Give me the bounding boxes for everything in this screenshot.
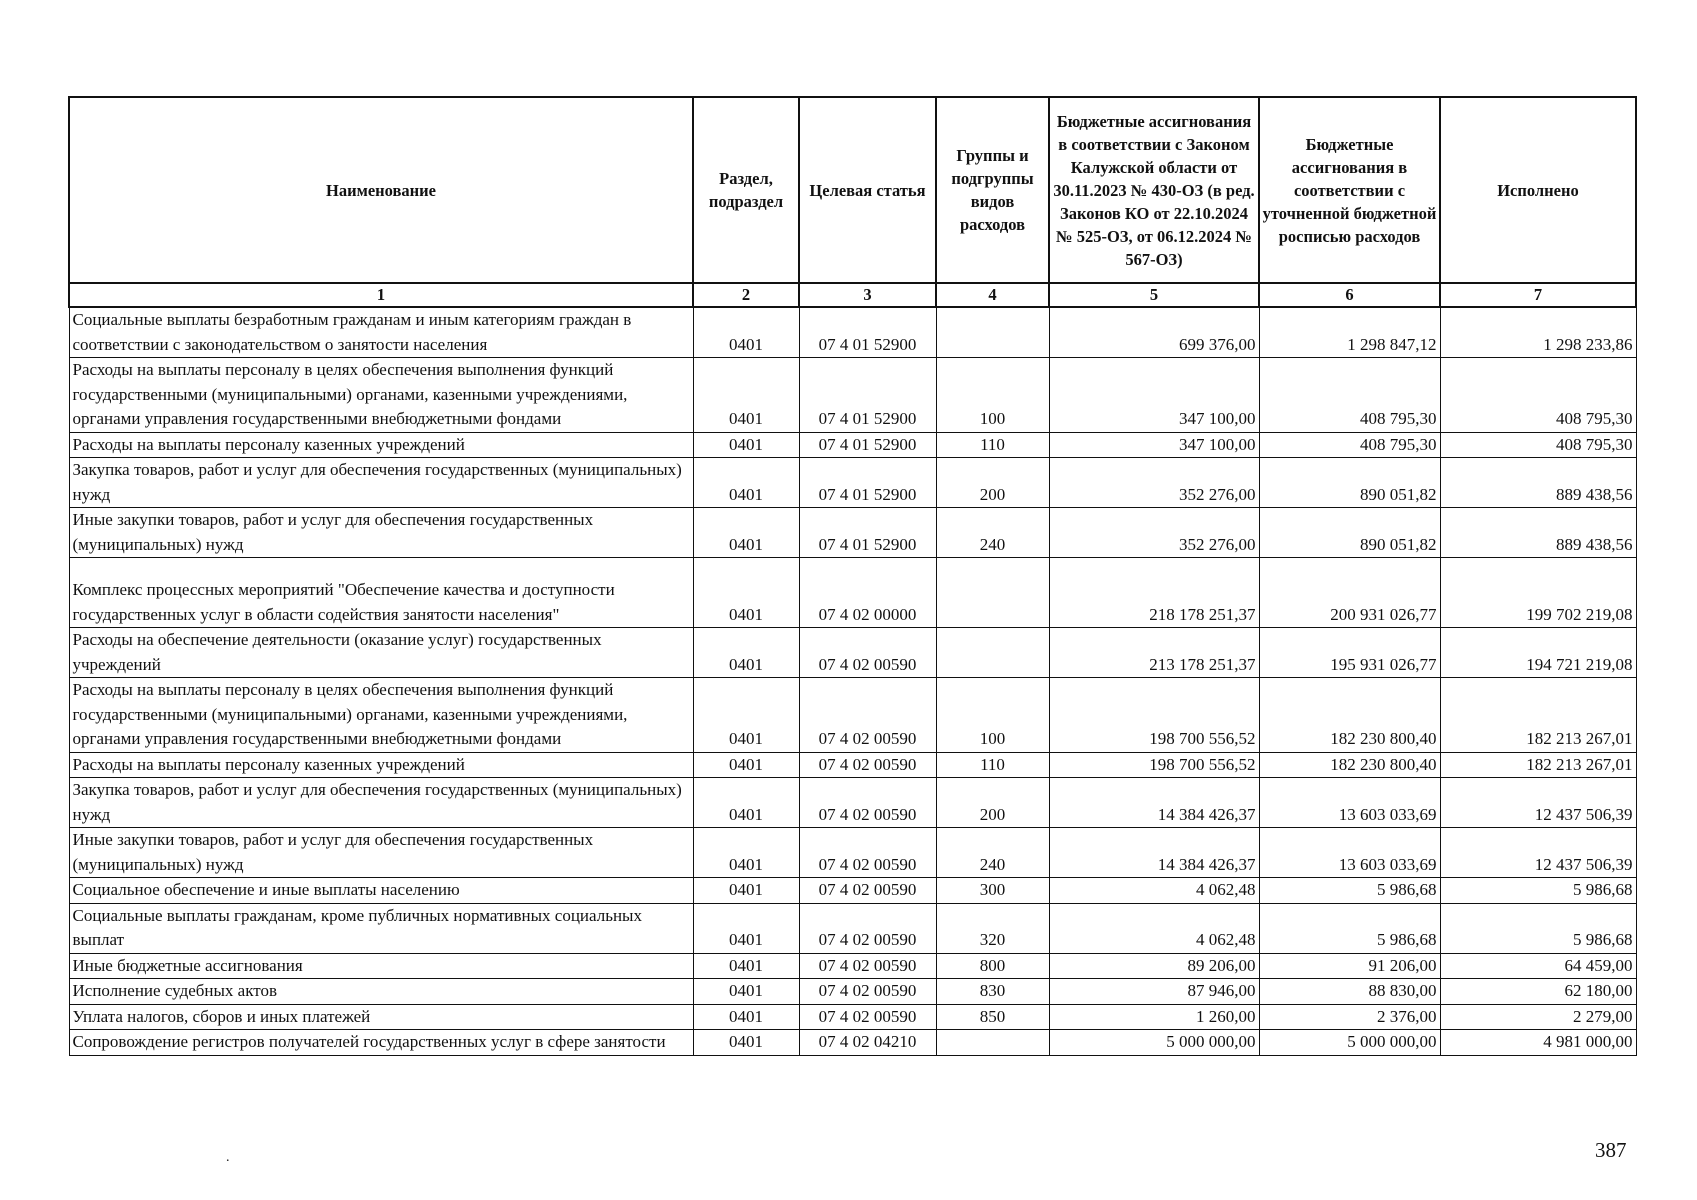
row-roll-amount: 2 376,00 [1259,1004,1440,1030]
table-row [69,828,1636,878]
row-article: 07 4 02 00590 [799,878,936,904]
row-article: 07 4 02 00590 [799,979,936,1005]
row-group: 800 [936,953,1049,979]
footer-dot: . [226,1150,230,1165]
column-number: 3 [799,283,936,307]
table-row [69,358,1636,433]
row-law-amount: 89 206,00 [1049,953,1259,979]
row-law-amount: 213 178 251,37 [1049,628,1259,678]
row-section: 0401 [693,558,799,628]
row-group: 100 [936,678,1049,753]
row-name: Расходы на выплаты персоналу в целях обеспечения выполнения функций государственными (муниципальными) органами, казенными учреждениями, органами управления государственными внебюджетными фондами [69,358,693,433]
row-section: 0401 [693,508,799,558]
row-roll-amount: 5 986,68 [1259,878,1440,904]
row-law-amount: 352 276,00 [1049,458,1259,508]
table-row [69,778,1636,828]
row-law-amount: 87 946,00 [1049,979,1259,1005]
header-law-allocations: Бюджетные ассигнования в соответствии с Законом Калужской области от 30.11.2023 № 430-ОЗ (в ред. Законов КО от 22.10.2024 № 525-ОЗ, от 06.12.2024 № 567-ОЗ) [1049,97,1259,283]
table-row [69,558,1636,628]
row-article: 07 4 02 00590 [799,828,936,878]
row-law-amount: 347 100,00 [1049,358,1259,433]
row-section: 0401 [693,903,799,953]
row-section: 0401 [693,979,799,1005]
row-section: 0401 [693,752,799,778]
row-roll-amount: 5 000 000,00 [1259,1030,1440,1056]
column-number: 7 [1440,283,1636,307]
row-name: Расходы на выплаты персоналу казенных учреждений [69,432,693,458]
row-name: Иные бюджетные ассигнования [69,953,693,979]
row-name: Социальные выплаты безработным гражданам и иным категориям граждан в соответствии с законодательством о занятости населения [69,307,693,358]
row-article: 07 4 01 52900 [799,508,936,558]
row-article: 07 4 01 52900 [799,458,936,508]
column-number: 4 [936,283,1049,307]
row-law-amount: 347 100,00 [1049,432,1259,458]
row-executed-amount: 5 986,68 [1440,878,1636,904]
row-section: 0401 [693,678,799,753]
row-executed-amount: 62 180,00 [1440,979,1636,1005]
row-law-amount: 4 062,48 [1049,903,1259,953]
table-row [69,678,1636,753]
table-row [69,458,1636,508]
row-executed-amount: 12 437 506,39 [1440,828,1636,878]
row-group: 240 [936,508,1049,558]
row-name: Сопровождение регистров получателей государственных услуг в сфере занятости [69,1030,693,1056]
row-name: Комплекс процессных мероприятий "Обеспечение качества и доступности государственных услуг в области содействия занятости населения" [69,558,693,628]
row-section: 0401 [693,828,799,878]
row-executed-amount: 5 986,68 [1440,903,1636,953]
budget-table [68,96,1637,1056]
column-number: 5 [1049,283,1259,307]
row-group: 110 [936,752,1049,778]
header-section: Раздел, подраздел [693,97,799,283]
row-group: 100 [936,358,1049,433]
row-group: 300 [936,878,1049,904]
row-group [936,558,1049,628]
row-article: 07 4 02 04210 [799,1030,936,1056]
column-number-row [69,283,1636,307]
header-executed: Исполнено [1440,97,1636,283]
row-roll-amount: 13 603 033,69 [1259,828,1440,878]
row-group [936,1030,1049,1056]
row-group: 320 [936,903,1049,953]
row-roll-amount: 408 795,30 [1259,358,1440,433]
row-article: 07 4 01 52900 [799,432,936,458]
row-executed-amount: 182 213 267,01 [1440,752,1636,778]
column-number: 2 [693,283,799,307]
table-row [69,752,1636,778]
row-roll-amount: 890 051,82 [1259,458,1440,508]
row-executed-amount: 4 981 000,00 [1440,1030,1636,1056]
row-executed-amount: 194 721 219,08 [1440,628,1636,678]
row-group: 200 [936,778,1049,828]
row-executed-amount: 408 795,30 [1440,432,1636,458]
row-roll-amount: 182 230 800,40 [1259,752,1440,778]
row-group [936,307,1049,358]
row-name: Иные закупки товаров, работ и услуг для обеспечения государственных (муниципальных) нужд [69,508,693,558]
row-law-amount: 5 000 000,00 [1049,1030,1259,1056]
row-group: 110 [936,432,1049,458]
row-article: 07 4 02 00590 [799,903,936,953]
row-roll-amount: 91 206,00 [1259,953,1440,979]
row-roll-amount: 13 603 033,69 [1259,778,1440,828]
row-article: 07 4 02 00590 [799,628,936,678]
row-law-amount: 218 178 251,37 [1049,558,1259,628]
row-group: 850 [936,1004,1049,1030]
row-article: 07 4 01 52900 [799,307,936,358]
row-roll-amount: 890 051,82 [1259,508,1440,558]
header-roll-allocations: Бюджетные ассигнования в соответствии с уточненной бюджетной росписью расходов [1259,97,1440,283]
row-law-amount: 352 276,00 [1049,508,1259,558]
row-law-amount: 198 700 556,52 [1049,752,1259,778]
row-executed-amount: 1 298 233,86 [1440,307,1636,358]
table-row [69,903,1636,953]
row-name: Закупка товаров, работ и услуг для обеспечения государственных (муниципальных) нужд [69,458,693,508]
row-name: Расходы на выплаты персоналу в целях обеспечения выполнения функций государственными (муниципальными) органами, казенными учреждениями, органами управления государственными внебюджетными фондами [69,678,693,753]
row-section: 0401 [693,778,799,828]
row-executed-amount: 889 438,56 [1440,508,1636,558]
page-number: 387 [1595,1138,1627,1162]
row-section: 0401 [693,1004,799,1030]
column-number: 1 [69,283,693,307]
row-executed-amount: 2 279,00 [1440,1004,1636,1030]
table-row [69,979,1636,1005]
row-section: 0401 [693,358,799,433]
row-executed-amount: 199 702 219,08 [1440,558,1636,628]
row-article: 07 4 02 00000 [799,558,936,628]
header-row [69,97,1636,283]
row-article: 07 4 02 00590 [799,1004,936,1030]
header-name: Наименование [69,97,693,283]
row-roll-amount: 195 931 026,77 [1259,628,1440,678]
row-article: 07 4 02 00590 [799,953,936,979]
row-group: 240 [936,828,1049,878]
table-row [69,508,1636,558]
table-row [69,878,1636,904]
row-article: 07 4 02 00590 [799,678,936,753]
table-row [69,1030,1636,1056]
row-executed-amount: 12 437 506,39 [1440,778,1636,828]
row-law-amount: 4 062,48 [1049,878,1259,904]
row-section: 0401 [693,1030,799,1056]
row-roll-amount: 5 986,68 [1259,903,1440,953]
row-roll-amount: 200 931 026,77 [1259,558,1440,628]
row-roll-amount: 182 230 800,40 [1259,678,1440,753]
row-roll-amount: 88 830,00 [1259,979,1440,1005]
row-article: 07 4 02 00590 [799,778,936,828]
row-name: Социальное обеспечение и иные выплаты населению [69,878,693,904]
row-name: Уплата налогов, сборов и иных платежей [69,1004,693,1030]
header-article: Целевая статья [799,97,936,283]
table-row [69,1004,1636,1030]
row-roll-amount: 408 795,30 [1259,432,1440,458]
header-group: Группы и подгруппы видов расходов [936,97,1049,283]
row-law-amount: 1 260,00 [1049,1004,1259,1030]
row-group: 830 [936,979,1049,1005]
row-name: Социальные выплаты гражданам, кроме публичных нормативных социальных выплат [69,903,693,953]
table-row [69,953,1636,979]
row-executed-amount: 408 795,30 [1440,358,1636,433]
row-section: 0401 [693,953,799,979]
row-section: 0401 [693,628,799,678]
row-name: Иные закупки товаров, работ и услуг для обеспечения государственных (муниципальных) нужд [69,828,693,878]
table-row [69,307,1636,358]
row-group [936,628,1049,678]
row-name: Закупка товаров, работ и услуг для обеспечения государственных (муниципальных) нужд [69,778,693,828]
row-executed-amount: 889 438,56 [1440,458,1636,508]
row-name: Расходы на обеспечение деятельности (оказание услуг) государственных учреждений [69,628,693,678]
row-law-amount: 14 384 426,37 [1049,828,1259,878]
row-section: 0401 [693,458,799,508]
row-law-amount: 14 384 426,37 [1049,778,1259,828]
row-law-amount: 699 376,00 [1049,307,1259,358]
table-row [69,432,1636,458]
row-group: 200 [936,458,1049,508]
row-section: 0401 [693,878,799,904]
row-law-amount: 198 700 556,52 [1049,678,1259,753]
row-article: 07 4 01 52900 [799,358,936,433]
row-section: 0401 [693,307,799,358]
column-number: 6 [1259,283,1440,307]
row-roll-amount: 1 298 847,12 [1259,307,1440,358]
row-section: 0401 [693,432,799,458]
row-name: Исполнение судебных актов [69,979,693,1005]
row-article: 07 4 02 00590 [799,752,936,778]
row-executed-amount: 182 213 267,01 [1440,678,1636,753]
table-body [69,307,1636,1055]
row-executed-amount: 64 459,00 [1440,953,1636,979]
table-row [69,628,1636,678]
row-name: Расходы на выплаты персоналу казенных учреждений [69,752,693,778]
